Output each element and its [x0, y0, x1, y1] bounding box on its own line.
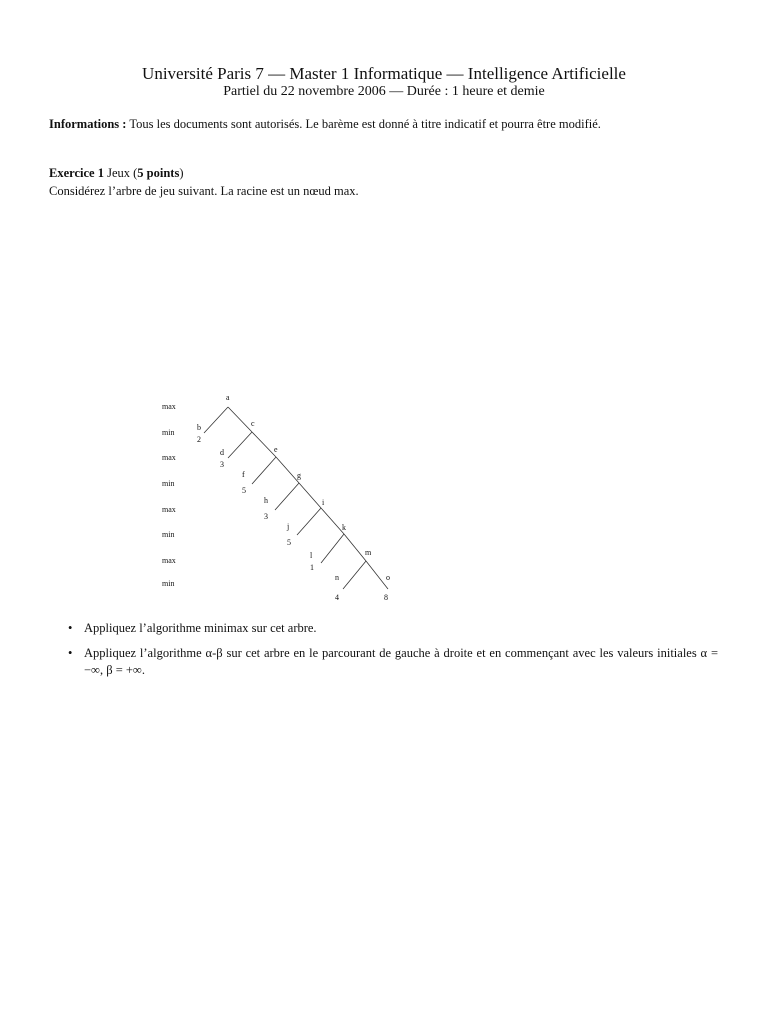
question-minimax: • Appliquez l’algorithme minimax sur cet arbre. [68, 620, 718, 637]
tree-edge-k-m [344, 534, 366, 561]
info-text: Tous les documents sont autorisés. Le barème est donné à titre indicatif et pourra être modifié. [129, 117, 601, 131]
node-label-g: g [297, 471, 301, 480]
node-labels [197, 393, 390, 582]
node-value-n: 4 [335, 593, 339, 602]
level-label-2: max [162, 453, 176, 462]
node-label-j: j [287, 522, 290, 531]
value-labels [197, 435, 388, 602]
node-value-j: 5 [287, 538, 291, 547]
tree-edge-a-c [228, 407, 252, 432]
node-value-f: 5 [242, 486, 246, 495]
node-label-l: l [310, 551, 313, 560]
node-label-o: o [386, 573, 390, 582]
node-label-i: i [322, 498, 325, 507]
exercise-number: Exercice 1 [49, 166, 104, 180]
exercise-heading [49, 166, 183, 181]
exercise-intro: Considérez l’arbre de jeu suivant. La racine est un nœud max. [49, 184, 359, 198]
tree-edge-e-g [276, 457, 299, 483]
tree-edge-k-l [321, 534, 344, 563]
tree-edge-i-j [297, 508, 321, 535]
exercise-title-end: ) [179, 166, 184, 180]
level-label-5: min [162, 530, 175, 539]
tree-edge-c-e [252, 432, 276, 457]
info-label: Informations : [49, 117, 127, 131]
node-label-e: e [274, 445, 278, 454]
level-label-0: max [162, 402, 176, 411]
node-label-a: a [226, 393, 230, 402]
node-value-h: 3 [264, 512, 268, 521]
node-value-l: 1 [310, 563, 314, 572]
node-label-h: h [264, 496, 268, 505]
level-labels [162, 402, 176, 588]
tree-edge-c-d [228, 432, 252, 458]
node-label-b: b [197, 423, 201, 432]
node-label-k: k [342, 523, 346, 532]
node-label-f: f [242, 470, 245, 479]
tree-edge-m-n [343, 561, 366, 589]
exercise-title-start: Jeux ( [107, 166, 138, 180]
level-label-7: min [162, 579, 175, 588]
node-label-n: n [335, 573, 339, 582]
page-title: Université Paris 7 — Master 1 Informatique — Intelligence Artificielle [142, 64, 626, 83]
tree-edge-a-b [204, 407, 228, 433]
info-paragraph [49, 116, 717, 133]
question-alpha-beta: • Appliquez l’algorithme α-β sur cet arbre en le parcourant de gauche à droite et en commençant avec les valeurs initiales α = −∞, β = +∞. [68, 645, 718, 679]
level-label-3: min [162, 479, 175, 488]
node-label-d: d [220, 448, 224, 457]
node-value-d: 3 [220, 460, 224, 469]
node-label-c: c [251, 419, 255, 428]
exercise-points: 5 points [137, 166, 180, 180]
game-tree-diagram [0, 380, 768, 610]
node-label-m: m [365, 548, 372, 557]
tree-edge-i-k [321, 508, 344, 534]
tree-edge-e-f [252, 457, 276, 484]
tree-edge-m-o [366, 561, 388, 589]
node-value-o: 8 [384, 593, 388, 602]
tree-edge-g-i [299, 483, 321, 508]
level-label-1: min [162, 428, 175, 437]
tree-edge-g-h [275, 483, 299, 510]
page-subtitle: Partiel du 22 novembre 2006 — Durée : 1 heure et demie [223, 84, 545, 99]
question-list [68, 620, 718, 687]
tree-edges [204, 407, 388, 589]
level-label-6: max [162, 556, 176, 565]
level-label-4: max [162, 505, 176, 514]
node-value-b: 2 [197, 435, 201, 444]
